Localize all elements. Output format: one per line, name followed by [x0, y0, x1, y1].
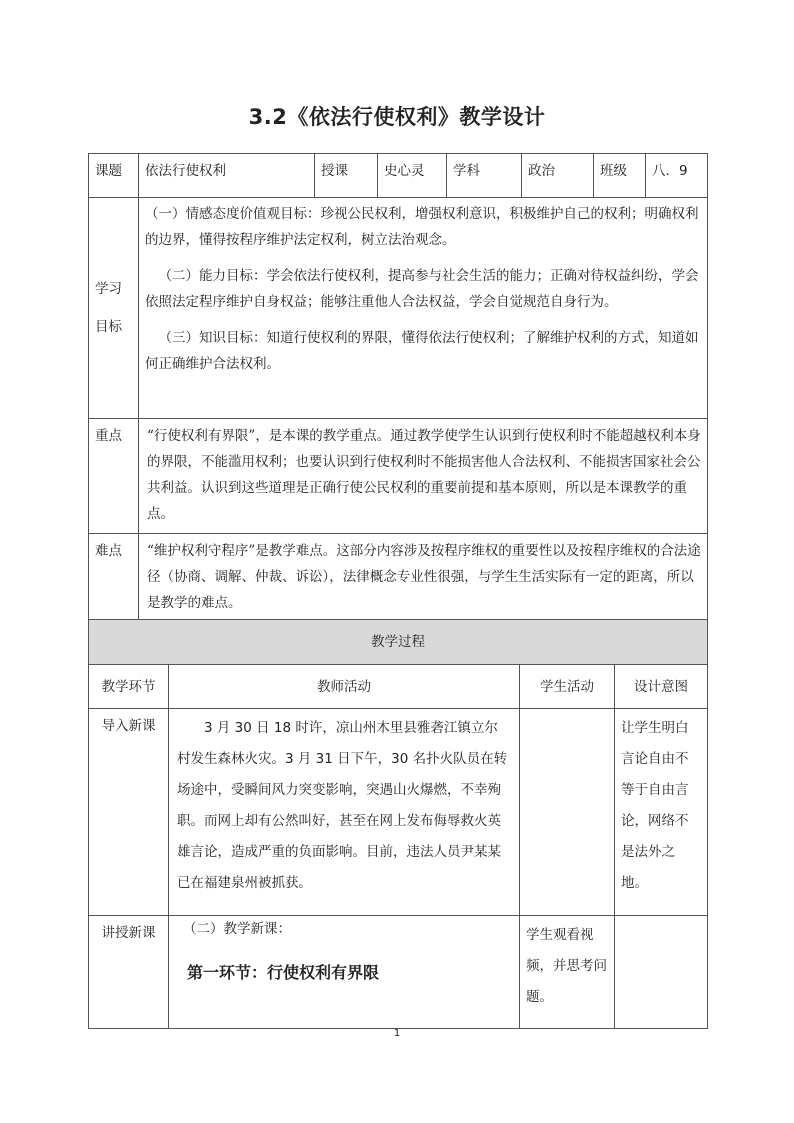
- teacher-activity-new-lesson: [169, 916, 520, 1029]
- process-header-row: [89, 665, 708, 709]
- goal-emotion: （一）情感态度价值观目标：珍视公民权利，增强权利意识，积极维护自己的权利；明确权利的边界，懂得按程序维护法定权利，树立法治观念。: [145, 206, 699, 248]
- goal-ability: （二）能力目标：学会依法行使权利，提高参与社会生活的能力；正确对待权益纠纷，学会依照法定程序维护自身权益；能够注重他人合法权益，学会自觉规范自身行为。: [145, 268, 699, 310]
- design-intent-new-lesson: [615, 916, 708, 1029]
- class-label: 班级: [594, 154, 646, 198]
- subject-value: 政治: [522, 154, 594, 198]
- goal-knowledge: （三）知识目标：知道行使权利的界限，懂得依法行使权利；了解维护权利的方式，知道如何正确维护合法权利。: [145, 330, 699, 372]
- stage-new-lesson: 讲授新课: [89, 916, 169, 1029]
- header-student: 学生活动: [520, 665, 615, 709]
- header-intent: 设计意图: [615, 665, 708, 709]
- stage-intro: 导入新课: [89, 709, 169, 916]
- page-number: 1: [393, 1028, 401, 1039]
- header-stage: 教学环节: [89, 665, 169, 709]
- document-title: 3.2《依法行使权利》教学设计: [248, 105, 546, 129]
- difficulty-content: “维护权利守程序”是教学难点。这部分内容涉及按程序维权的重要性以及按程序维权的合法途径（协商、调解、仲裁、诉讼），法律概念专业性很强，与学生生活实际有一定的距离，所以是教学的难点。: [139, 534, 708, 625]
- class-value: 八．9: [646, 154, 708, 198]
- difficulty-label: 难点: [89, 534, 139, 625]
- student-activity-intro: [520, 709, 615, 916]
- design-intent-intro: 让学生明白言论自由不等于自由言论，网络不是法外之地。: [615, 709, 708, 916]
- course-label: 课题: [89, 154, 139, 198]
- process-section-row: [89, 620, 708, 665]
- teacher-activity-intro: 3 月 30 日 18 时许，凉山州木里县雅砻江镇立尔村发生森林火灾。3 月 31 日下午，30 名扑火队员在转场途中，受瞬间风力突变影响，突遇山火爆燃，不幸殉职。而网上却有公然叫好，甚至在网上发布侮辱救火英雄言论，造成严重的负面影响。目前，违法人员尹某某已在福建泉州被抓获。: [169, 709, 520, 916]
- key-point-text: ，是本课的教学重点。通过教学使学生认识到行使权利时不能超越权利本身的界限，不能滥用权利；也要认识到行使权利时不能损害他人合法权利、不能损害国家社会公共利益。认识到这些道理是正确行使公民权利的重要前提和基本原则，所以是本课教学的重点。: [147, 428, 701, 522]
- goals-row: [89, 198, 708, 419]
- teaching-process-table: [88, 619, 708, 1029]
- course-info-table: [88, 153, 708, 625]
- new-lesson-section-title: 第一环节：行使权利有界限: [187, 963, 380, 982]
- goals-content: [139, 198, 708, 419]
- difficulty-row: [89, 534, 708, 625]
- goals-label: 学习 目标: [89, 198, 139, 419]
- key-point-content: [139, 419, 708, 534]
- key-point-row: [89, 419, 708, 534]
- teacher-value: 史心灵: [378, 154, 447, 198]
- student-activity-new-lesson: 学生观看视频，并思考问题。: [520, 916, 615, 1029]
- course-value: 依法行使权利: [139, 154, 315, 198]
- header-teacher: 教师活动: [169, 665, 520, 709]
- table-row: [89, 916, 708, 1029]
- info-row: [89, 154, 708, 198]
- subject-label: 学科: [447, 154, 522, 198]
- table-row: [89, 709, 708, 916]
- teacher-label: 授课: [315, 154, 378, 198]
- key-point-label: 重点: [89, 419, 139, 534]
- process-section-title: 教学过程: [89, 620, 708, 665]
- new-lesson-subtitle: （二）教学新课：: [183, 921, 291, 937]
- key-point-quote: “行使权利有界限”: [147, 428, 256, 444]
